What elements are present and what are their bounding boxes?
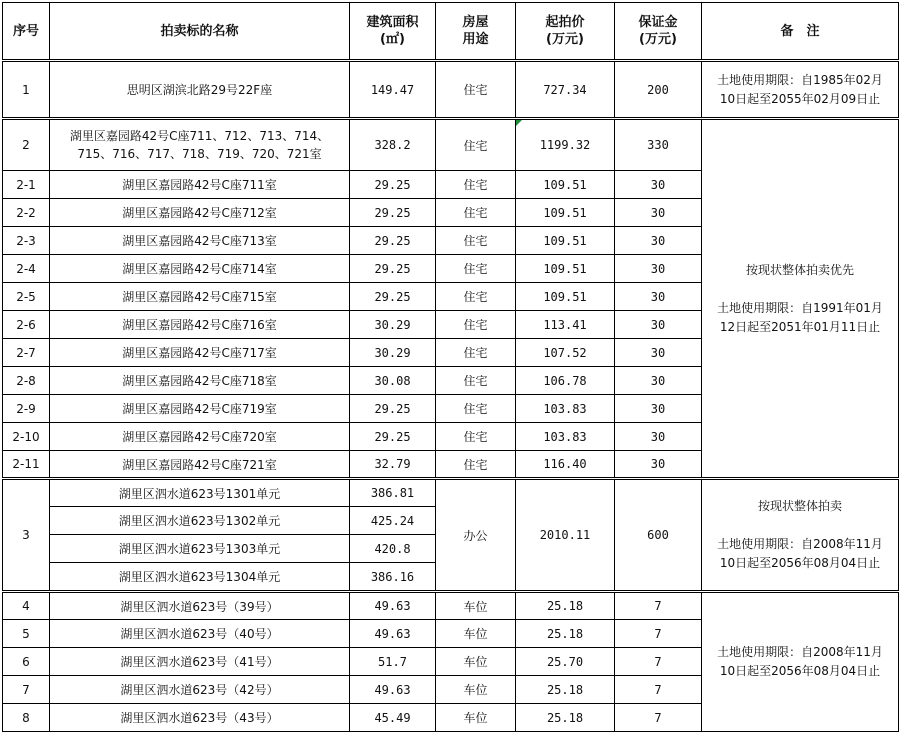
sub-seq: 2-6 [3,311,50,339]
sub-seq: 2-8 [3,367,50,395]
sub-price: 109.51 [516,199,615,227]
row1-note [702,61,899,119]
row3-note-line3: 10日起至2056年08月04日止 [719,556,881,570]
table-row [3,479,899,507]
row3-unit-name: 湖里区泗水道623号1304单元 [50,563,350,592]
row3-unit-name: 湖里区泗水道623号1301单元 [50,479,350,507]
parking-area: 49.63 [350,676,436,704]
group2-note-line1: 按现状整体拍卖优先 [745,262,854,277]
sub-deposit: 30 [615,227,702,255]
row2-area: 328.2 [350,119,436,171]
sub-area: 29.25 [350,395,436,423]
row3-use: 办公 [436,479,516,592]
row3-unit-area: 420.8 [350,535,436,563]
sub-price: 103.83 [516,423,615,451]
sub-price: 103.83 [516,395,615,423]
sub-area: 30.29 [350,339,436,367]
parking-seq: 5 [3,620,50,648]
header-use-line1: 房屋 [462,15,489,30]
parking-deposit: 7 [615,676,702,704]
sub-price: 116.40 [516,451,615,479]
row1-area: 149.47 [350,61,436,119]
parking-price: 25.18 [516,676,615,704]
row1-seq: 1 [3,61,50,119]
header-name: 拍卖标的名称 [50,3,350,61]
row2-name-line2: 715、716、717、718、719、720、721室 [77,147,322,161]
sub-price: 109.51 [516,255,615,283]
sub-area: 29.25 [350,171,436,199]
sub-name: 湖里区嘉园路42号C座721室 [50,451,350,479]
header-seq: 序号 [3,3,50,61]
parking-seq: 6 [3,648,50,676]
parking-name: 湖里区泗水道623号（43号） [50,704,350,732]
row2-name [50,119,350,171]
sub-name: 湖里区嘉园路42号C座720室 [50,423,350,451]
auction-table [2,2,899,732]
sub-price: 109.51 [516,227,615,255]
sub-name: 湖里区嘉园路42号C座718室 [50,367,350,395]
row1-deposit: 200 [615,61,702,119]
sub-seq: 2-4 [3,255,50,283]
row3-price: 2010.11 [516,479,615,592]
sub-area: 29.25 [350,199,436,227]
sub-seq: 2-9 [3,395,50,423]
sub-area: 29.25 [350,283,436,311]
sub-area: 32.79 [350,451,436,479]
row3-note-line1: 按现状整体拍卖 [757,499,842,513]
parking-area: 49.63 [350,620,436,648]
parking-deposit: 7 [615,592,702,620]
sub-seq: 2-10 [3,423,50,451]
header-deposit-line1: 保证金 [638,15,678,30]
sub-use: 住宅 [436,311,516,339]
header-note: 备 注 [702,3,899,61]
row3-note-line2: 土地使用期限：自2008年11月 [717,537,883,551]
parking-note-line1: 土地使用期限：自2008年11月 [717,645,883,659]
header-price-line1: 起拍价 [545,15,585,30]
row3-unit-area: 425.24 [350,507,436,535]
parking-price: 25.18 [516,592,615,620]
parking-note [702,592,899,732]
sub-seq: 2-2 [3,199,50,227]
sub-deposit: 30 [615,171,702,199]
row2-price: 1199.32 [516,119,615,171]
sub-price: 106.78 [516,367,615,395]
row3-seq: 3 [3,479,50,592]
header-deposit-line2: (万元) [639,32,677,47]
row2-deposit: 330 [615,119,702,171]
sub-use: 住宅 [436,171,516,199]
row3-deposit: 600 [615,479,702,592]
parking-name: 湖里区泗水道623号（42号） [50,676,350,704]
row3-unit-area: 386.81 [350,479,436,507]
sub-use: 住宅 [436,423,516,451]
sub-area: 29.25 [350,423,436,451]
sub-area: 29.25 [350,255,436,283]
header-area-line2: (㎡) [380,32,405,47]
sub-deposit: 30 [615,451,702,479]
parking-seq: 7 [3,676,50,704]
parking-name: 湖里区泗水道623号（40号） [50,620,350,648]
row1-use: 住宅 [436,61,516,119]
sub-use: 住宅 [436,199,516,227]
header-price-line2: (万元) [546,32,584,47]
header-deposit [615,3,702,61]
sub-use: 住宅 [436,451,516,479]
sub-seq: 2-7 [3,339,50,367]
row3-unit-name: 湖里区泗水道623号1303单元 [50,535,350,563]
sub-area: 29.25 [350,227,436,255]
sub-deposit: 30 [615,311,702,339]
row3-unit-area: 386.16 [350,563,436,592]
parking-name: 湖里区泗水道623号（41号） [50,648,350,676]
header-use [436,3,516,61]
row1-note-line1: 土地使用期限：自1985年02月 [717,72,883,87]
sub-deposit: 30 [615,367,702,395]
sub-price: 109.51 [516,283,615,311]
sub-name: 湖里区嘉园路42号C座715室 [50,283,350,311]
sub-name: 湖里区嘉园路42号C座711室 [50,171,350,199]
parking-use: 车位 [436,620,516,648]
parking-deposit: 7 [615,704,702,732]
sub-deposit: 30 [615,255,702,283]
sub-price: 109.51 [516,171,615,199]
table-row [3,592,899,620]
group2-note-line2: 土地使用期限：自1991年01月 [717,300,883,315]
sub-name: 湖里区嘉园路42号C座712室 [50,199,350,227]
sub-seq: 2-3 [3,227,50,255]
sub-use: 住宅 [436,367,516,395]
sub-name: 湖里区嘉园路42号C座714室 [50,255,350,283]
sub-use: 住宅 [436,283,516,311]
parking-use: 车位 [436,592,516,620]
parking-area: 45.49 [350,704,436,732]
group2-note-line3: 12日起至2051年01月11日止 [719,319,881,334]
sub-seq: 2-5 [3,283,50,311]
table-row [3,119,899,171]
header-price [516,3,615,61]
parking-use: 车位 [436,704,516,732]
header-use-line2: 用途 [462,32,489,47]
row3-note [702,479,899,592]
parking-area: 49.63 [350,592,436,620]
parking-use: 车位 [436,676,516,704]
sub-name: 湖里区嘉园路42号C座713室 [50,227,350,255]
sub-use: 住宅 [436,395,516,423]
group2-note [702,119,899,479]
sub-deposit: 30 [615,395,702,423]
parking-seq: 4 [3,592,50,620]
table-row [3,61,899,119]
sub-price: 113.41 [516,311,615,339]
row1-note-line2: 10日起至2055年02月09日止 [719,91,881,106]
header-area-line1: 建筑面积 [366,15,419,30]
sub-area: 30.29 [350,311,436,339]
row3-unit-name: 湖里区泗水道623号1302单元 [50,507,350,535]
parking-deposit: 7 [615,648,702,676]
row1-price: 727.34 [516,61,615,119]
sub-name: 湖里区嘉园路42号C座716室 [50,311,350,339]
sub-deposit: 30 [615,283,702,311]
sub-deposit: 30 [615,199,702,227]
parking-price: 25.18 [516,704,615,732]
sub-use: 住宅 [436,255,516,283]
row1-name: 思明区湖滨北路29号22F座 [50,61,350,119]
sub-deposit: 30 [615,339,702,367]
parking-name: 湖里区泗水道623号（39号） [50,592,350,620]
sub-seq: 2-1 [3,171,50,199]
header-row [3,3,899,61]
parking-price: 25.70 [516,648,615,676]
sub-use: 住宅 [436,339,516,367]
parking-price: 25.18 [516,620,615,648]
row2-seq: 2 [3,119,50,171]
row2-name-line1: 湖里区嘉园路42号C座711、712、713、714、 [69,129,330,143]
sub-name: 湖里区嘉园路42号C座719室 [50,395,350,423]
parking-area: 51.7 [350,648,436,676]
parking-use: 车位 [436,648,516,676]
parking-note-line2: 10日起至2056年08月04日止 [719,664,881,678]
row2-use: 住宅 [436,119,516,171]
sub-name: 湖里区嘉园路42号C座717室 [50,339,350,367]
header-area [350,3,436,61]
parking-seq: 8 [3,704,50,732]
sub-price: 107.52 [516,339,615,367]
sub-deposit: 30 [615,423,702,451]
sub-use: 住宅 [436,227,516,255]
sub-seq: 2-11 [3,451,50,479]
sub-area: 30.08 [350,367,436,395]
parking-deposit: 7 [615,620,702,648]
